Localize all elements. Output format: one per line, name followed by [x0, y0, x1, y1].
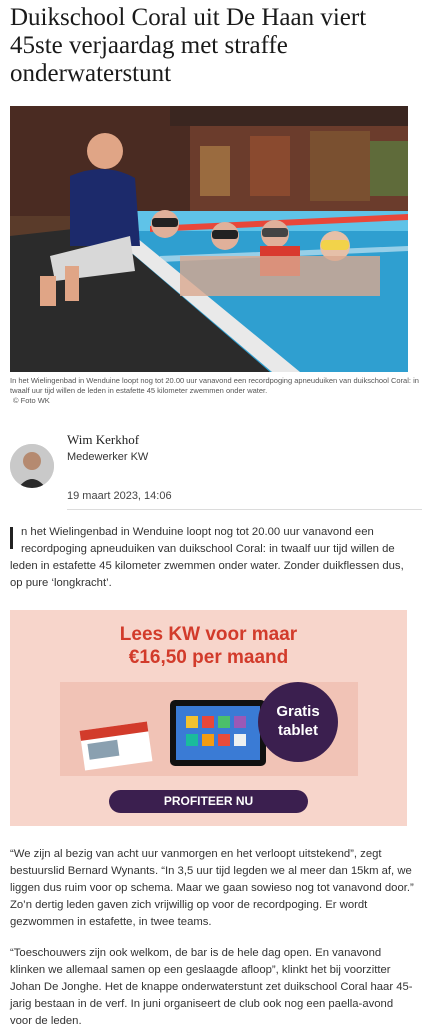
photo-credit: © Foto WK [13, 396, 50, 405]
article-paragraph-2: “We zijn al bezig van acht uur vanmorgen en het verloopt uitstekend”, zegt bestuurslid Bernard Wynants. “In 3,5 uur tijd legden we al meer dan 15km af, we liggen dus ruim voor op schema. Maar we gaan sowieso nog tot vanavond door.” Zo’n dertig leden gaven zich vrijwillig op voor de recordpoging. Er wordt gezwommen in estafette, in twee teams. [10, 848, 414, 928]
author-role: Medewerker KW [67, 451, 149, 463]
magazine-icon [80, 721, 153, 770]
promo-title-line2: €16,50 per maand [128, 647, 289, 668]
subscription-promo[interactable] [10, 610, 407, 826]
article-paragraph-3: “Toeschouwers zijn ook welkom, de bar is de hele dag open. En vanavond klinken we allemaal samen op een geslaagde afloop”, klinkt het bij voorzitter Johan De Jonghe. Het de knappe onderwaterstunt zet duikschool Coral haar 45-jarig bestaan in de verf. In juni organiseert de club ook nog een paella-avond voor de leden. [10, 947, 413, 1027]
promo-badge-line2: tablet [277, 722, 318, 739]
promo-title [10, 623, 407, 669]
dropcap-bar [10, 527, 13, 549]
promo-image [60, 682, 358, 776]
article-headline: Duikschool Coral uit De Haan viert 45ste verjaardag met straffe onderwaterstunt [10, 4, 367, 87]
promo-badge [258, 702, 338, 740]
paragraph-1-text: n het Wielingenbad in Wenduine loopt nog tot 20.00 uur vanavond een recordpoging apneuduiken van duikschool Coral: in twaalf uur tijd willen de leden in estafette 45 kilometer zwemmen onder water. Zonder duikflessen dus, op pure ‘longkracht’. [10, 526, 404, 589]
divider [67, 509, 422, 510]
caption-text: In het Wielingenbad in Wenduine loopt nog tot 20.00 uur vanavond een recordpoging apneuduiken van duikschool Coral: in twaalf uur tijd willen de leden in estafette 45 kilometer zwemmen onder water. [10, 376, 419, 395]
article-paragraph-1 [10, 524, 415, 592]
photo-caption [10, 376, 420, 406]
publish-date: 19 maart 2023, 14:06 [67, 490, 172, 502]
promo-badge-line1: Gratis [276, 703, 320, 720]
author-avatar[interactable] [10, 444, 54, 488]
profiteer-nu-button[interactable]: PROFITEER NU [109, 790, 308, 813]
tablet-icon [170, 700, 266, 766]
promo-title-line1: Lees KW voor maar [119, 624, 298, 645]
article-photo[interactable] [10, 106, 408, 372]
author-name[interactable]: Wim Kerkhof [67, 432, 140, 447]
